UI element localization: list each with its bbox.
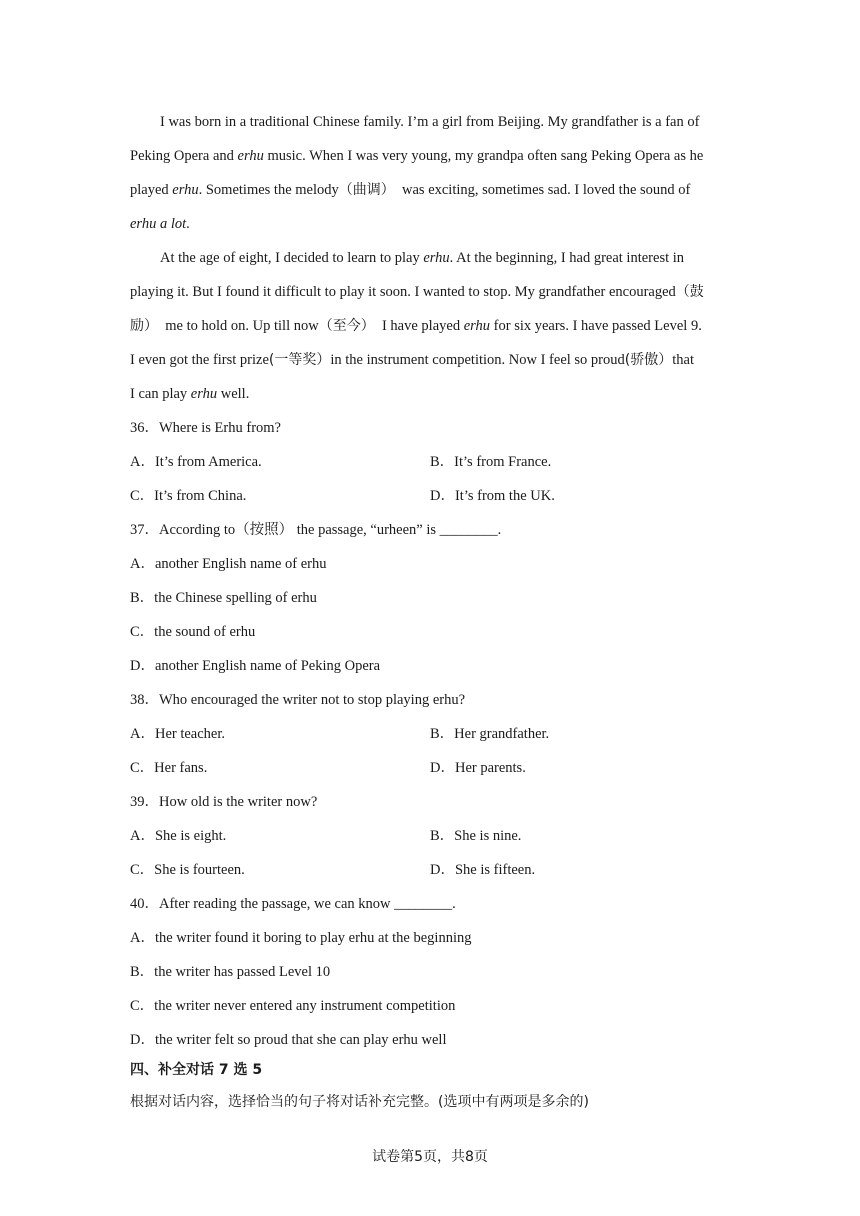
option-d[interactable]: D．She is fifteen.	[430, 862, 536, 878]
option-a[interactable]: A．It’s from America.	[130, 454, 262, 470]
passage-line: I can play erhu well.	[130, 386, 250, 402]
section-instruction: 根据对话内容，选择恰当的句子将对话补充完整。(选项中有两项是多余的)	[130, 1094, 589, 1110]
option-c[interactable]: C．the sound of erhu	[130, 624, 256, 640]
option-c[interactable]: C．She is fourteen.	[130, 862, 245, 878]
option-c[interactable]: C．Her fans.	[130, 760, 208, 776]
option-c[interactable]: C．It’s from China.	[130, 488, 247, 504]
option-a[interactable]: A．another English name of erhu	[130, 556, 327, 572]
option-d[interactable]: D．It’s from the UK.	[430, 488, 555, 504]
passage-line: I even got the first prize(一等奖）in the instrument competition. Now I feel so proud(骄傲）that	[130, 352, 694, 368]
question-stem: 40．After reading the passage, we can know ________.	[130, 896, 456, 912]
section-heading: 四、补全对话 7 选 5	[130, 1062, 263, 1078]
option-a[interactable]: A．Her teacher.	[130, 726, 226, 742]
option-d[interactable]: D．another English name of Peking Opera	[130, 658, 381, 674]
option-b[interactable]: B．Her grandfather.	[430, 726, 550, 742]
passage-line: playing it. But I found it difficult to play it soon. I wanted to stop. My grandfather encouraged（鼓	[130, 284, 704, 300]
passage-line: Peking Opera and erhu music. When I was very young, my grandpa often sang Peking Opera as he	[130, 148, 704, 164]
passage-line: I was born in a traditional Chinese family. I’m a girl from Beijing. My grandfather is a fan of	[160, 114, 700, 130]
option-c[interactable]: C．the writer never entered any instrument competition	[130, 998, 456, 1014]
option-b[interactable]: B．She is nine.	[430, 828, 522, 844]
option-b[interactable]: B．It’s from France.	[430, 454, 552, 470]
option-b[interactable]: B．the Chinese spelling of erhu	[130, 590, 317, 606]
passage-line: At the age of eight, I decided to learn to play erhu. At the beginning, I had great interest in	[160, 250, 685, 266]
option-b[interactable]: B．the writer has passed Level 10	[130, 964, 331, 980]
question-stem: 39．How old is the writer now?	[130, 794, 318, 810]
option-a[interactable]: A．the writer found it boring to play erhu at the beginning	[130, 930, 472, 946]
question-stem: 37．According to（按照） the passage, “urheen” is ________.	[130, 522, 502, 538]
passage-line: erhu a lot.	[130, 216, 190, 232]
page-footer: 试卷第5页，共8页	[372, 1149, 488, 1165]
question-stem: 38．Who encouraged the writer not to stop playing erhu?	[130, 692, 466, 708]
option-d[interactable]: D．Her parents.	[430, 760, 526, 776]
option-d[interactable]: D．the writer felt so proud that she can play erhu well	[130, 1032, 447, 1048]
passage-line: played erhu. Sometimes the melody（曲调） was exciting, sometimes sad. I loved the sound of	[130, 182, 691, 198]
question-stem: 36．Where is Erhu from?	[130, 420, 281, 436]
option-a[interactable]: A．She is eight.	[130, 828, 227, 844]
passage-line: 励） me to hold on. Up till now（至今） I have played erhu for six years. I have passed Level 9.	[130, 318, 702, 334]
